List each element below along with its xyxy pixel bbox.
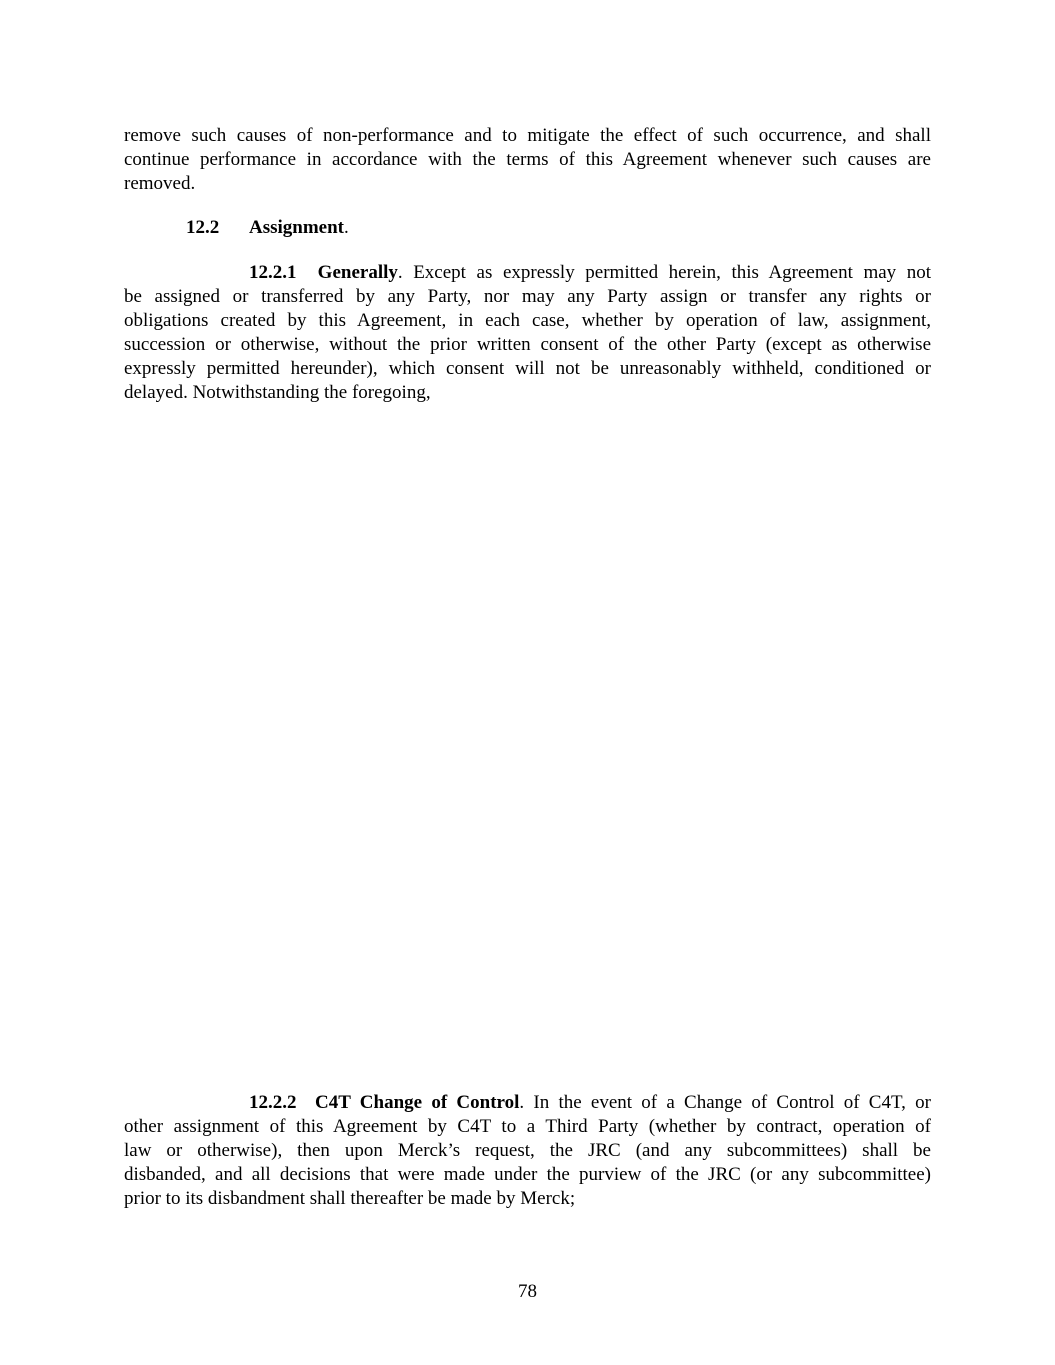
text-line	[124, 1091, 931, 1115]
section-number-12-2: 12.2	[186, 217, 220, 238]
text-line: expressly permitted hereunder), which consent will not be unreasonably withheld, conditioned or	[124, 358, 931, 379]
section-number: 12.2.2	[249, 1092, 297, 1113]
page-number: 78	[518, 1281, 537, 1302]
text-line: be assigned or transferred by any Party, nor may any Party assign or transfer any rights or	[124, 286, 931, 307]
text-line: prior to its disbandment shall thereafter be made by Merck;	[124, 1188, 576, 1209]
text-line: disbanded, and all decisions that were made under the purview of the JRC (or any subcommittee)	[124, 1164, 931, 1185]
text-line: delayed. Notwithstanding the foregoing,	[124, 382, 431, 403]
text-line: law or otherwise), then upon Merck’s request, the JRC (and any subcommittees) shall be	[124, 1140, 931, 1161]
text-line: succession or otherwise, without the prior written consent of the other Party (except as otherwise	[124, 334, 931, 355]
text-line: remove such causes of non-performance and to mitigate the effect of such occurrence, and shall	[124, 125, 931, 146]
intro-paragraph	[124, 124, 931, 196]
section-text: . Except as expressly permitted herein, this Agreement may not	[397, 262, 932, 283]
text-line: removed.	[124, 173, 196, 194]
section-text: . In the event of a Change of Control of C4T, or	[519, 1092, 931, 1113]
section-punct: .	[344, 217, 349, 238]
paragraph-12-2-2	[124, 1091, 931, 1211]
section-heading-12-2	[249, 216, 349, 240]
text-line: obligations created by this Agreement, in each case, whether by operation of law, assignment,	[124, 310, 931, 331]
section-title: C4T Change of Control	[315, 1092, 520, 1113]
paragraph-12-2-1	[124, 261, 931, 405]
section-title: Generally	[317, 262, 398, 283]
section-number: 12.2.1	[249, 262, 297, 283]
text-line	[124, 261, 931, 285]
text-line: continue performance in accordance with the terms of this Agreement whenever such causes are	[124, 149, 931, 170]
text-line: other assignment of this Agreement by C4T to a Third Party (whether by contract, operation of	[124, 1116, 931, 1137]
section-title: Assignment	[249, 217, 345, 238]
